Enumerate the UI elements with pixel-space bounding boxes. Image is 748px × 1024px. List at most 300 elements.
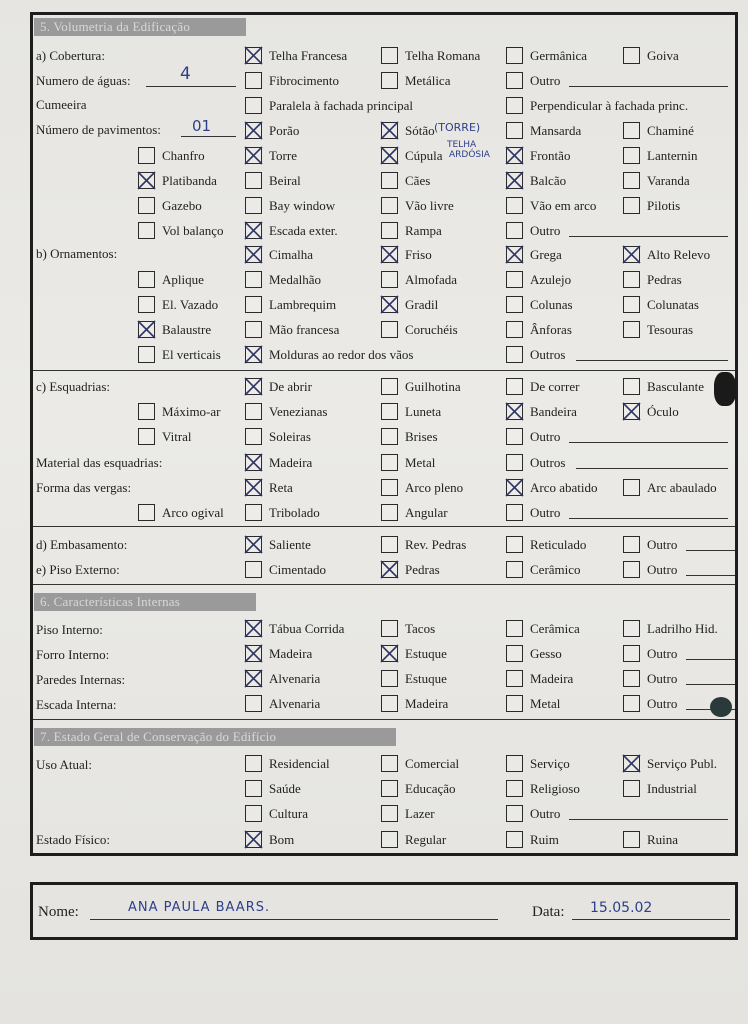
checkbox-label: Mansarda bbox=[530, 123, 582, 138]
checkbox-label: Arco abatido bbox=[530, 480, 598, 495]
checkbox[interactable] bbox=[506, 561, 523, 578]
checkbox[interactable] bbox=[381, 805, 398, 822]
checkbox-label: Outro bbox=[647, 671, 678, 686]
label-cumeeira: Cumeeira bbox=[36, 97, 87, 112]
checkbox[interactable] bbox=[381, 695, 398, 712]
checkbox-label: Mão francesa bbox=[269, 322, 340, 337]
checkbox[interactable] bbox=[138, 197, 155, 214]
check-mark-icon bbox=[505, 171, 524, 190]
divider bbox=[33, 584, 735, 585]
checkbox-label: Venezianas bbox=[269, 404, 328, 419]
check-mark-icon bbox=[244, 377, 263, 396]
checkbox[interactable] bbox=[245, 536, 262, 553]
checkbox-label: Guilhotina bbox=[405, 379, 461, 394]
checkbox-label: Regular bbox=[405, 832, 447, 847]
label-num-pavimentos: Número de pavimentos: bbox=[36, 122, 161, 137]
checkbox-label: Estuque bbox=[405, 646, 447, 661]
checkbox[interactable] bbox=[381, 72, 398, 89]
checkbox-label: Soleiras bbox=[269, 429, 311, 444]
checkbox[interactable] bbox=[245, 122, 262, 139]
checkbox[interactable] bbox=[245, 47, 262, 64]
checkbox[interactable] bbox=[506, 504, 523, 521]
checkbox[interactable] bbox=[506, 428, 523, 445]
checkbox-label: Cães bbox=[405, 173, 431, 188]
checkbox-label: Metálica bbox=[405, 73, 451, 88]
checkbox[interactable] bbox=[506, 271, 523, 288]
checkbox[interactable] bbox=[623, 172, 640, 189]
checkbox-label: Pedras bbox=[405, 562, 440, 577]
checkbox[interactable] bbox=[245, 805, 262, 822]
checkbox-label: Outro bbox=[647, 696, 678, 711]
checkbox-label: Germânica bbox=[530, 48, 588, 63]
check-mark-icon bbox=[380, 560, 399, 579]
checkbox-label: Madeira bbox=[530, 671, 574, 686]
checkbox[interactable] bbox=[381, 561, 398, 578]
checkbox-label: Torre bbox=[269, 148, 297, 163]
checkbox[interactable] bbox=[623, 670, 640, 687]
checkbox[interactable] bbox=[245, 172, 262, 189]
checkbox-label: Sótão bbox=[405, 123, 435, 138]
checkbox[interactable] bbox=[245, 831, 262, 848]
check-mark-icon bbox=[244, 46, 263, 65]
checkbox-label: Friso bbox=[405, 247, 432, 262]
data-value[interactable]: 15.05.02 bbox=[590, 900, 653, 916]
label-escada-interna: Escada Interna: bbox=[36, 697, 117, 712]
checkbox[interactable] bbox=[623, 695, 640, 712]
checkbox[interactable] bbox=[245, 403, 262, 420]
checkbox[interactable] bbox=[506, 97, 523, 114]
divider bbox=[33, 719, 735, 720]
check-mark-icon bbox=[380, 644, 399, 663]
checkbox[interactable] bbox=[506, 321, 523, 338]
checkbox[interactable] bbox=[381, 296, 398, 313]
checkbox-label: Brises bbox=[405, 429, 438, 444]
checkbox[interactable] bbox=[623, 197, 640, 214]
label-cobertura: a) Cobertura: bbox=[36, 48, 105, 63]
checkbox[interactable] bbox=[138, 346, 155, 363]
checkbox-label: Azulejo bbox=[530, 272, 572, 287]
checkbox[interactable] bbox=[506, 645, 523, 662]
checkbox-label: Outro bbox=[647, 537, 678, 552]
checkbox-label: Tesouras bbox=[647, 322, 694, 337]
checkbox-label: Outro bbox=[530, 73, 561, 88]
checkbox[interactable] bbox=[138, 271, 155, 288]
checkbox-label: Gazebo bbox=[162, 198, 202, 213]
checkbox-label: Ruina bbox=[647, 832, 679, 847]
label-forro-interno: Forro Interno: bbox=[36, 647, 110, 662]
check-mark-icon bbox=[244, 478, 263, 497]
checkbox[interactable] bbox=[245, 147, 262, 164]
checkbox[interactable] bbox=[138, 504, 155, 521]
checkbox[interactable] bbox=[245, 321, 262, 338]
checkbox[interactable] bbox=[138, 403, 155, 420]
checkbox[interactable] bbox=[506, 222, 523, 239]
fill-line bbox=[576, 468, 728, 469]
checkbox[interactable] bbox=[381, 122, 398, 139]
checkbox-label: Saúde bbox=[269, 781, 301, 796]
checkbox[interactable] bbox=[138, 147, 155, 164]
checkbox-label: Grega bbox=[530, 247, 562, 262]
checkbox[interactable] bbox=[381, 321, 398, 338]
checkbox-label: Arc abaulado bbox=[647, 480, 717, 495]
checkbox-label: Porão bbox=[269, 123, 300, 138]
checkbox-label: Ladrilho Hid. bbox=[647, 621, 718, 636]
checkbox[interactable] bbox=[506, 147, 523, 164]
binder-hole bbox=[714, 372, 736, 406]
label-paredes-internas: Paredes Internas: bbox=[36, 672, 126, 687]
checkbox-label: Máximo-ar bbox=[162, 404, 221, 419]
checkbox-label: Perpendicular à fachada princ. bbox=[530, 98, 689, 113]
checkbox[interactable] bbox=[381, 504, 398, 521]
checkbox-label: Alvenaria bbox=[269, 671, 321, 686]
checkbox[interactable] bbox=[623, 378, 640, 395]
checkbox-label: Cimentado bbox=[269, 562, 327, 577]
checkbox-label: Tribolado bbox=[269, 505, 320, 520]
checkbox[interactable] bbox=[623, 246, 640, 263]
checkbox-label: De abrir bbox=[269, 379, 312, 394]
checkbox[interactable] bbox=[381, 403, 398, 420]
check-mark-icon bbox=[505, 402, 524, 421]
checkbox-label: Tábua Corrida bbox=[269, 621, 345, 636]
checkbox[interactable] bbox=[245, 670, 262, 687]
checkbox[interactable] bbox=[138, 321, 155, 338]
checkbox[interactable] bbox=[381, 197, 398, 214]
checkbox-label: Outro bbox=[647, 646, 678, 661]
checkbox-label: Reta bbox=[269, 480, 293, 495]
label-esquadrias: c) Esquadrias: bbox=[36, 379, 111, 394]
checkbox[interactable] bbox=[245, 695, 262, 712]
checkbox[interactable] bbox=[245, 197, 262, 214]
checkbox-label: Telha Romana bbox=[405, 48, 481, 63]
label-ornamentos: b) Ornamentos: bbox=[36, 246, 118, 261]
checkbox[interactable] bbox=[381, 271, 398, 288]
checkbox[interactable] bbox=[245, 378, 262, 395]
checkbox[interactable] bbox=[506, 122, 523, 139]
checkbox-label: Óculo bbox=[647, 404, 679, 419]
checkbox-label: Comercial bbox=[405, 756, 460, 771]
checkbox[interactable] bbox=[506, 755, 523, 772]
checkbox-label: Outro bbox=[530, 806, 561, 821]
checkbox[interactable] bbox=[138, 428, 155, 445]
fill-line bbox=[686, 550, 735, 551]
checkbox-label: Metal bbox=[530, 696, 561, 711]
num-pavimentos-line bbox=[181, 136, 236, 137]
checkbox[interactable] bbox=[506, 454, 523, 471]
checkbox-label: Serviço bbox=[530, 756, 570, 771]
checkbox-label: Saliente bbox=[269, 537, 311, 552]
checkbox-label: Madeira bbox=[405, 696, 449, 711]
checkbox-label: Balcão bbox=[530, 173, 567, 188]
checkbox-label: Outro bbox=[530, 505, 561, 520]
checkbox-label: Beiral bbox=[269, 173, 301, 188]
check-mark-icon bbox=[622, 402, 641, 421]
numero-aguas-line bbox=[146, 86, 236, 87]
data-line bbox=[572, 919, 730, 920]
fill-line bbox=[686, 684, 735, 685]
checkbox[interactable] bbox=[245, 271, 262, 288]
divider bbox=[33, 526, 735, 527]
checkbox-label: Balaustre bbox=[162, 322, 212, 337]
check-mark-icon bbox=[244, 830, 263, 849]
checkbox-label: Reticulado bbox=[530, 537, 587, 552]
checkbox[interactable] bbox=[245, 346, 262, 363]
checkbox[interactable] bbox=[138, 222, 155, 239]
label-uso-atual: Uso Atual: bbox=[36, 757, 92, 772]
checkbox[interactable] bbox=[381, 620, 398, 637]
fill-line bbox=[686, 575, 735, 576]
checkbox-label: Madeira bbox=[269, 646, 313, 661]
checkbox-label: Cultura bbox=[269, 806, 308, 821]
checkbox-label: Madeira bbox=[269, 455, 313, 470]
checkbox[interactable] bbox=[623, 403, 640, 420]
checkbox[interactable] bbox=[381, 172, 398, 189]
section-title-caracteristicas: 6. Características Internas bbox=[34, 593, 256, 611]
num-pavimentos-value[interactable]: 01 bbox=[192, 117, 212, 135]
checkbox-label: Vitral bbox=[162, 429, 192, 444]
check-mark-icon bbox=[244, 453, 263, 472]
checkbox[interactable] bbox=[506, 246, 523, 263]
checkbox-label: Industrial bbox=[647, 781, 697, 796]
checkbox-label: Tacos bbox=[405, 621, 436, 636]
checkbox-label: Outro bbox=[530, 223, 561, 238]
checkbox-label: Bandeira bbox=[530, 404, 577, 419]
checkbox[interactable] bbox=[245, 780, 262, 797]
checkbox[interactable] bbox=[245, 428, 262, 445]
checkbox-label: Ânforas bbox=[530, 322, 572, 337]
binder-hole bbox=[710, 697, 732, 717]
checkbox[interactable] bbox=[381, 47, 398, 64]
checkbox-label: Gradil bbox=[405, 297, 439, 312]
checkbox-label: Outro bbox=[647, 562, 678, 577]
fill-line bbox=[569, 236, 728, 237]
checkbox[interactable] bbox=[381, 428, 398, 445]
checkbox[interactable] bbox=[381, 780, 398, 797]
checkbox[interactable] bbox=[623, 321, 640, 338]
checkbox[interactable] bbox=[506, 403, 523, 420]
label-data: Data: bbox=[532, 904, 565, 920]
check-mark-icon bbox=[622, 754, 641, 773]
checkbox[interactable] bbox=[138, 296, 155, 313]
checkbox-label: Serviço Publ. bbox=[647, 756, 718, 771]
checkbox[interactable] bbox=[245, 504, 262, 521]
check-mark-icon bbox=[244, 644, 263, 663]
checkbox[interactable] bbox=[245, 479, 262, 496]
checkbox-label: Frontão bbox=[530, 148, 571, 163]
checkbox-label: Medalhão bbox=[269, 272, 321, 287]
check-mark-icon bbox=[505, 146, 524, 165]
checkbox[interactable] bbox=[506, 670, 523, 687]
checkbox[interactable] bbox=[381, 831, 398, 848]
cupula-note-2: ARDÓSIA bbox=[449, 150, 490, 160]
checkbox-label: Vão livre bbox=[405, 198, 454, 213]
checkbox[interactable] bbox=[381, 755, 398, 772]
checkbox-label: Arco ogival bbox=[162, 505, 224, 520]
checkbox[interactable] bbox=[623, 536, 640, 553]
checkbox[interactable] bbox=[381, 479, 398, 496]
checkbox-label: Molduras ao redor dos vãos bbox=[269, 347, 414, 362]
checkbox[interactable] bbox=[623, 620, 640, 637]
checkbox[interactable] bbox=[506, 72, 523, 89]
checkbox[interactable] bbox=[506, 172, 523, 189]
checkbox-label: Lambrequim bbox=[269, 297, 337, 312]
checkbox[interactable] bbox=[381, 670, 398, 687]
checkbox-label: Rampa bbox=[405, 223, 442, 238]
checkbox[interactable] bbox=[506, 695, 523, 712]
check-mark-icon bbox=[505, 245, 524, 264]
checkbox[interactable] bbox=[381, 246, 398, 263]
checkbox-label: Telha Francesa bbox=[269, 48, 348, 63]
checkbox-label: Gesso bbox=[530, 646, 562, 661]
check-mark-icon bbox=[380, 245, 399, 264]
checkbox[interactable] bbox=[623, 147, 640, 164]
checkbox[interactable] bbox=[623, 645, 640, 662]
label-embasamento: d) Embasamento: bbox=[36, 537, 128, 552]
label-piso-interno: Piso Interno: bbox=[36, 622, 103, 637]
checkbox[interactable] bbox=[506, 479, 523, 496]
checkbox-label: Luneta bbox=[405, 404, 442, 419]
checkbox[interactable] bbox=[381, 536, 398, 553]
checkbox[interactable] bbox=[245, 454, 262, 471]
checkbox[interactable] bbox=[623, 271, 640, 288]
checkbox-label: Religioso bbox=[530, 781, 580, 796]
check-mark-icon bbox=[622, 245, 641, 264]
label-numero-aguas: Numero de águas: bbox=[36, 73, 131, 88]
checkbox[interactable] bbox=[245, 97, 262, 114]
checkbox[interactable] bbox=[623, 780, 640, 797]
checkbox-label: Varanda bbox=[647, 173, 690, 188]
label-piso-externo: e) Piso Externo: bbox=[36, 562, 120, 577]
checkbox-label: Pedras bbox=[647, 272, 682, 287]
checkbox-label: Estuque bbox=[405, 671, 447, 686]
check-mark-icon bbox=[244, 146, 263, 165]
checkbox[interactable] bbox=[381, 454, 398, 471]
checkbox-label: Basculante bbox=[647, 379, 705, 394]
check-mark-icon bbox=[505, 478, 524, 497]
checkbox-label: Pilotis bbox=[647, 198, 681, 213]
checkbox-label: Lanternin bbox=[647, 148, 698, 163]
checkbox[interactable] bbox=[381, 147, 398, 164]
checkbox-label: Outros bbox=[530, 455, 566, 470]
check-mark-icon bbox=[244, 345, 263, 364]
checkbox-label: Chanfro bbox=[162, 148, 205, 163]
checkbox-label: Paralela à fachada principal bbox=[269, 98, 413, 113]
check-mark-icon bbox=[244, 619, 263, 638]
checkbox[interactable] bbox=[245, 755, 262, 772]
checkbox-label: Outro bbox=[530, 429, 561, 444]
checkbox-label: Cerâmica bbox=[530, 621, 580, 636]
checkbox-label: Angular bbox=[405, 505, 448, 520]
checkbox[interactable] bbox=[245, 620, 262, 637]
check-mark-icon bbox=[380, 146, 399, 165]
checkbox-label: Aplique bbox=[162, 272, 204, 287]
check-mark-icon bbox=[380, 121, 399, 140]
checkbox-label: Ruim bbox=[530, 832, 559, 847]
checkbox[interactable] bbox=[506, 536, 523, 553]
checkbox-label: Almofada bbox=[405, 272, 457, 287]
checkbox[interactable] bbox=[245, 72, 262, 89]
checkbox[interactable] bbox=[623, 561, 640, 578]
nome-line bbox=[90, 919, 498, 920]
checkbox[interactable] bbox=[506, 780, 523, 797]
sotao-note: (TORRE) bbox=[434, 121, 481, 134]
fill-line bbox=[569, 819, 728, 820]
checkbox-label: Colunas bbox=[530, 297, 573, 312]
checkbox[interactable] bbox=[623, 47, 640, 64]
checkbox[interactable] bbox=[245, 222, 262, 239]
checkbox[interactable] bbox=[381, 222, 398, 239]
checkbox[interactable] bbox=[623, 122, 640, 139]
numero-aguas-value[interactable]: 4 bbox=[180, 64, 191, 84]
checkbox-label: Arco pleno bbox=[405, 480, 464, 495]
checkbox[interactable] bbox=[381, 378, 398, 395]
fill-line bbox=[569, 86, 728, 87]
checkbox[interactable] bbox=[506, 831, 523, 848]
checkbox-label: Lazer bbox=[405, 806, 435, 821]
checkbox[interactable] bbox=[138, 172, 155, 189]
check-mark-icon bbox=[244, 221, 263, 240]
cupula-note-1: TELHA bbox=[447, 140, 477, 150]
label-nome: Nome: bbox=[38, 904, 79, 920]
fill-line bbox=[569, 518, 728, 519]
checkbox[interactable] bbox=[623, 479, 640, 496]
checkbox-label: Alto Relevo bbox=[647, 247, 711, 262]
fill-line bbox=[569, 442, 728, 443]
check-mark-icon bbox=[137, 320, 156, 339]
checkbox[interactable] bbox=[381, 645, 398, 662]
check-mark-icon bbox=[244, 535, 263, 554]
label-material-esquadrias: Material das esquadrias: bbox=[36, 455, 163, 470]
checkbox[interactable] bbox=[506, 346, 523, 363]
nome-value[interactable]: ANA PAULA BAARS. bbox=[128, 900, 271, 915]
checkbox-label: Outros bbox=[530, 347, 566, 362]
checkbox[interactable] bbox=[245, 246, 262, 263]
checkbox[interactable] bbox=[245, 296, 262, 313]
section-title-conservacao: 7. Estado Geral de Conservação do Edifício bbox=[34, 728, 396, 746]
section-title-volumetria: 5. Volumetria da Edificação bbox=[34, 18, 246, 36]
label-forma-vergas: Forma das vergas: bbox=[36, 480, 132, 495]
checkbox-label: El. Vazado bbox=[162, 297, 219, 312]
checkbox[interactable] bbox=[506, 620, 523, 637]
check-mark-icon bbox=[244, 669, 263, 688]
checkbox[interactable] bbox=[506, 296, 523, 313]
checkbox[interactable] bbox=[623, 296, 640, 313]
checkbox[interactable] bbox=[506, 805, 523, 822]
checkbox[interactable] bbox=[506, 378, 523, 395]
checkbox-label: Coruchéis bbox=[405, 322, 458, 337]
check-mark-icon bbox=[244, 121, 263, 140]
fill-line bbox=[576, 360, 728, 361]
checkbox-label: Cúpula bbox=[405, 148, 443, 163]
checkbox-label: Vão em arco bbox=[530, 198, 597, 213]
check-mark-icon bbox=[244, 245, 263, 264]
checkbox-label: Alvenaria bbox=[269, 696, 321, 711]
checkbox[interactable] bbox=[506, 197, 523, 214]
checkbox[interactable] bbox=[245, 561, 262, 578]
checkbox-label: De correr bbox=[530, 379, 580, 394]
divider bbox=[33, 370, 735, 371]
checkbox-label: Vol balanço bbox=[162, 223, 224, 238]
checkbox[interactable] bbox=[245, 645, 262, 662]
checkbox-label: Escada exter. bbox=[269, 223, 338, 238]
checkbox[interactable] bbox=[506, 47, 523, 64]
checkbox-label: Platibanda bbox=[162, 173, 217, 188]
checkbox-label: Educação bbox=[405, 781, 456, 796]
checkbox-label: Cimalha bbox=[269, 247, 314, 262]
checkbox[interactable] bbox=[623, 755, 640, 772]
check-mark-icon bbox=[380, 295, 399, 314]
checkbox-label: Chaminé bbox=[647, 123, 694, 138]
checkbox[interactable] bbox=[623, 831, 640, 848]
